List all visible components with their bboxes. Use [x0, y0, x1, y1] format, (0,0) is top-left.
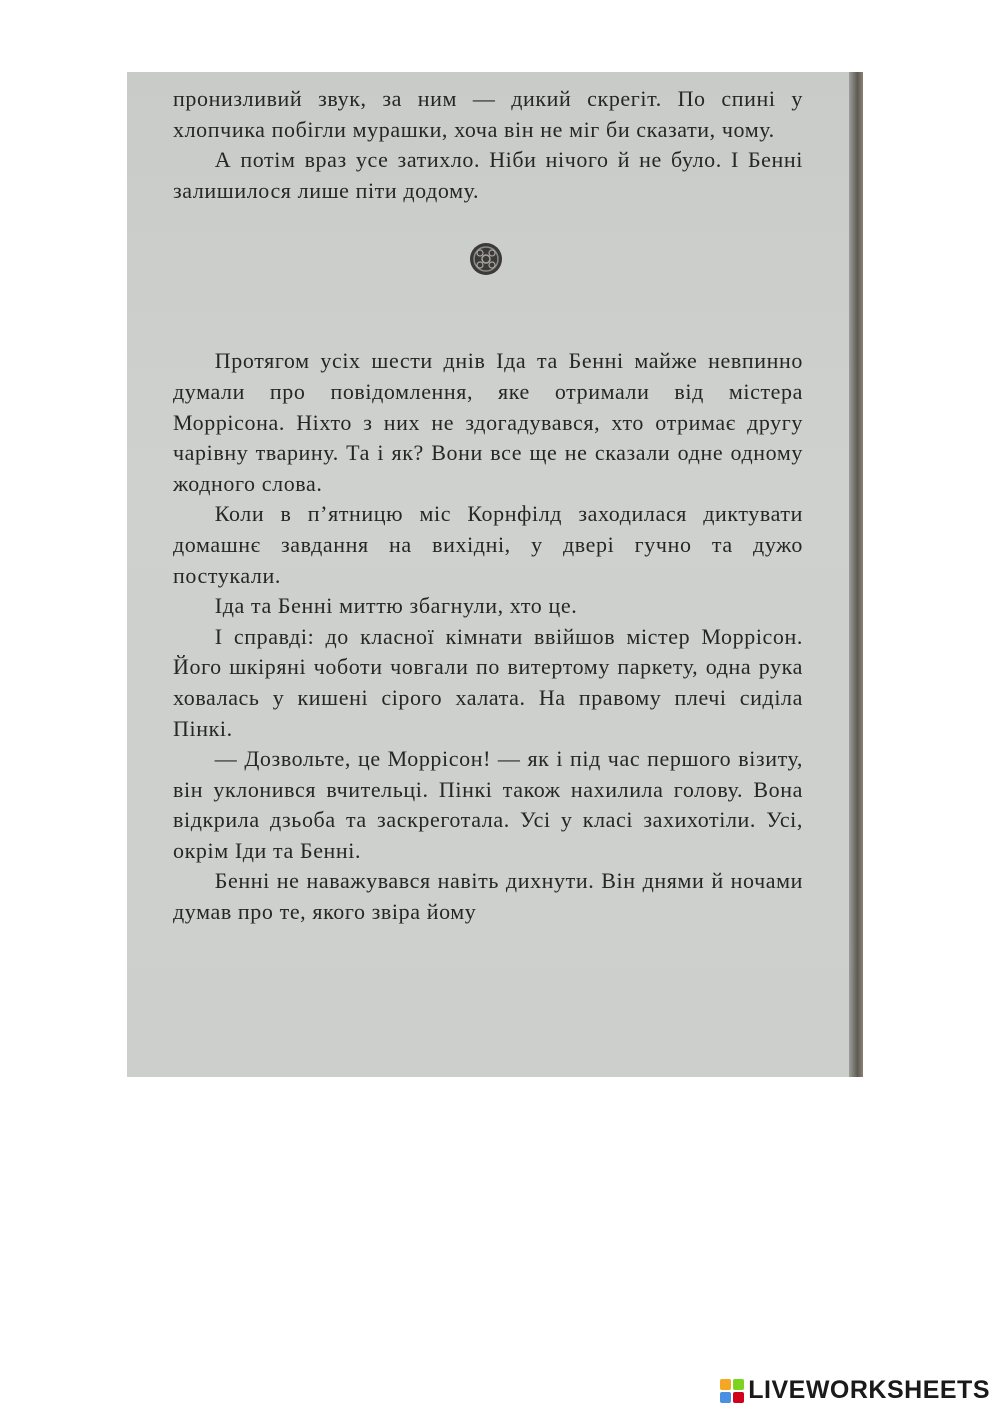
paragraph: Іда та Бенні миттю збагнули, хто це.	[214, 593, 578, 619]
book-page-photo	[127, 72, 863, 1077]
liveworksheets-brand	[720, 1376, 990, 1405]
paragraph: Коли в п’ятницю міс Корнфілд заходилася диктувати домашнє завдання на вихідні, у двері гучно та дужо постукали.	[173, 501, 803, 588]
paragraph: А потім враз усе затихло. Ніби нічого й не було. І Бенні залишилося лише піти додому.	[173, 147, 803, 203]
book-text	[173, 84, 803, 928]
brand-logo-icon	[720, 1379, 744, 1403]
logo-square	[720, 1379, 731, 1390]
paragraph: І справді: до класної кімнати ввійшов містер Моррісон. Його шкіряні чоботи човгали по витертому паркету, одна рука ховалась у кишені сірого халата. На правому плечі сиділа Пінкі.	[173, 623, 803, 741]
paragraph: Бенні не наважувався навіть дихнути. Він днями й ночами думав про те, якого звіра йому	[173, 868, 803, 925]
section-break	[173, 206, 803, 346]
paragraph: Протягом усіх шести днів Іда та Бенні майже невпинно думали про повідомлення, яке отримали від містера Моррісона. Ніхто з них не здогадувався, хто отримає другу чарівну тварину. Та і як? Вони все ще не сказали одне одному жодного слова.	[173, 348, 803, 496]
paragraph: — Дозвольте, це Моррісон! — як і під час першого візиту, він уклонився вчительці. Пінкі також нахилила голову. Вона відкрила дзьоба та заскреготала. Усі у класі захихотіли. Усі, окрім Іди та Бенні.	[173, 746, 803, 863]
brand-name: LIVEWORKSHEETS	[748, 1376, 990, 1404]
logo-square	[720, 1392, 731, 1403]
logo-square	[733, 1392, 744, 1403]
paragraph: пронизливий звук, за ним — дикий скрегіт. По спині у хлопчика побігли мурашки, хоча він не міг би сказати, чому.	[173, 86, 803, 142]
logo-square	[733, 1379, 744, 1390]
ornament-rosette-icon	[469, 242, 503, 276]
